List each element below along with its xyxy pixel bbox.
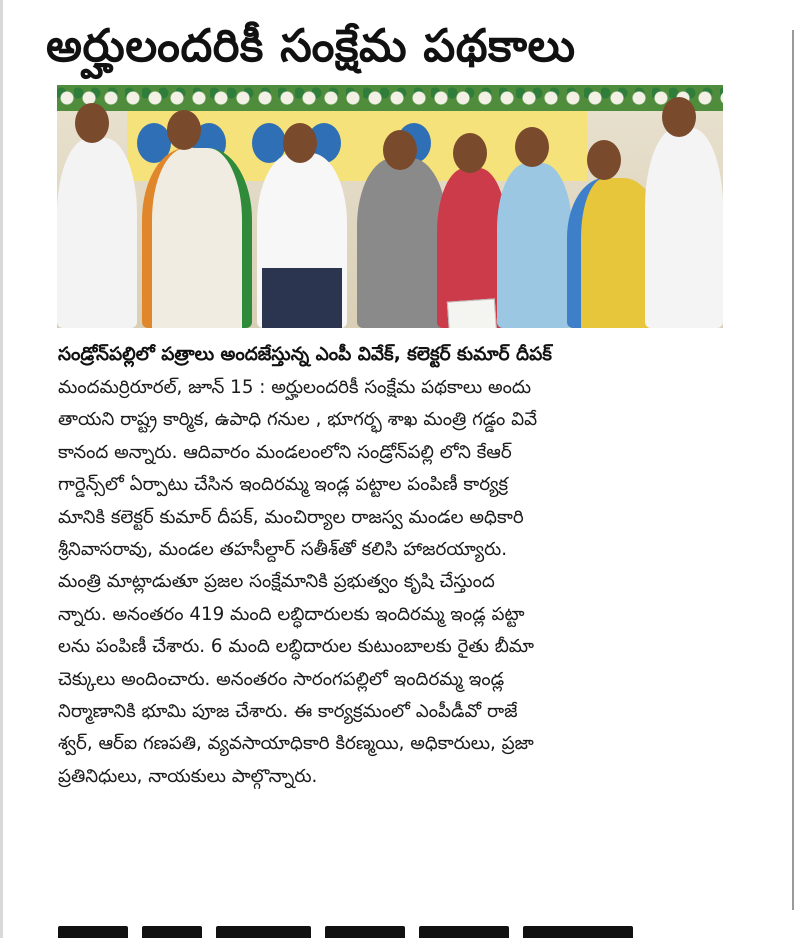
- person-head: [662, 97, 696, 137]
- document-paper: [447, 298, 499, 328]
- body-line: న్నారు. అనంతరం 419 మంది లబ్ధిదారులకు ఇందిరమ్మ ఇండ్ల పట్టా: [58, 603, 525, 625]
- article-headline: అర్హులందరికీ సంక్షేమ పథకాలు: [46, 19, 576, 72]
- body-line: గార్డెన్స్‌లో ఏర్పాటు చేసిన ఇందిరమ్మ ఇండ్ల పట్టాల పంపిణీ కార్యక్ర: [58, 474, 508, 496]
- person-head: [587, 140, 621, 180]
- body-line: తాయని రాష్ట్ర కార్మిక, ఉపాధి గనుల , భూగర్భ శాఖ మంత్రి గడ్డం వివే: [58, 409, 538, 431]
- body-line: చెక్కులు అందించారు. అనంతరం సారంగపల్లిలో ఇందిరమ్మ ఇండ్ల: [58, 668, 505, 690]
- person-trousers: [262, 268, 342, 328]
- body-line: మానికి కలెక్టర్‌ కుమార్‌ దీపక్‌, మంచిర్యాల రాజస్వ మండల అధికారి: [58, 506, 524, 528]
- person-figure: [57, 138, 137, 328]
- body-line: మంత్రి మాట్లాడుతూ ప్రజల సంక్షేమానికి ప్రభుత్వం కృషి చేస్తుంద: [58, 571, 495, 593]
- person-figure: [497, 163, 572, 328]
- person-head: [383, 130, 417, 170]
- article-photo: [57, 85, 723, 328]
- clipping-right-rule: [792, 30, 794, 910]
- body-line: లను పంపిణీ చేశారు. 6 మంది లబ్ధిదారుల కుటుంబాలకు రైతు బీమా: [58, 636, 535, 658]
- body-line: కానంద అన్నారు. ఆదివారం మండలంలోని సండ్రోన్‌పల్లి లోని కేఆర్‌: [58, 441, 512, 463]
- body-line: మందమర్రిరూరల్‌, జూన్‌ 15 : అర్హులందరికీ సంక్షేమ పథకాలు అందు: [58, 377, 532, 398]
- body-line: ప్రతినిధులు, నాయకులు పాల్గొన్నారు.: [58, 765, 318, 787]
- person-head: [283, 123, 317, 163]
- person-head: [167, 110, 201, 150]
- page-left-border: [0, 0, 3, 938]
- person-figure: [142, 148, 252, 328]
- person-head: [75, 103, 109, 143]
- next-article-headline-cropped: [58, 918, 708, 938]
- body-line: నిర్మాణానికి భూమి పూజ చేశారు. ఈ కార్యక్రమంలో ఎంపీడీవో రాజే: [58, 700, 518, 722]
- body-line: శ్వర్‌, ఆర్‌ఐ గణపతి, వ్యవసాయాధికారి కిరణ్మయి, అధికారులు, ప్రజా: [58, 733, 534, 755]
- person-figure: [357, 158, 447, 328]
- photo-caption: సండ్రోన్‌పల్లిలో పత్రాలు అందజేస్తున్న ఎంపీ వివేక్‌, కలెక్టర్‌ కుమార్‌ దీపక్‌: [58, 344, 552, 365]
- person-figure: [645, 128, 723, 328]
- body-line: శ్రీనివాసరావు, మండల తహసీల్దార్‌ సతీశ్‌తో కలిసి హాజరయ్యారు.: [58, 538, 508, 560]
- person-head: [453, 133, 487, 173]
- person-head: [515, 127, 549, 167]
- flower-garland: [57, 85, 723, 111]
- article-body: [58, 372, 748, 793]
